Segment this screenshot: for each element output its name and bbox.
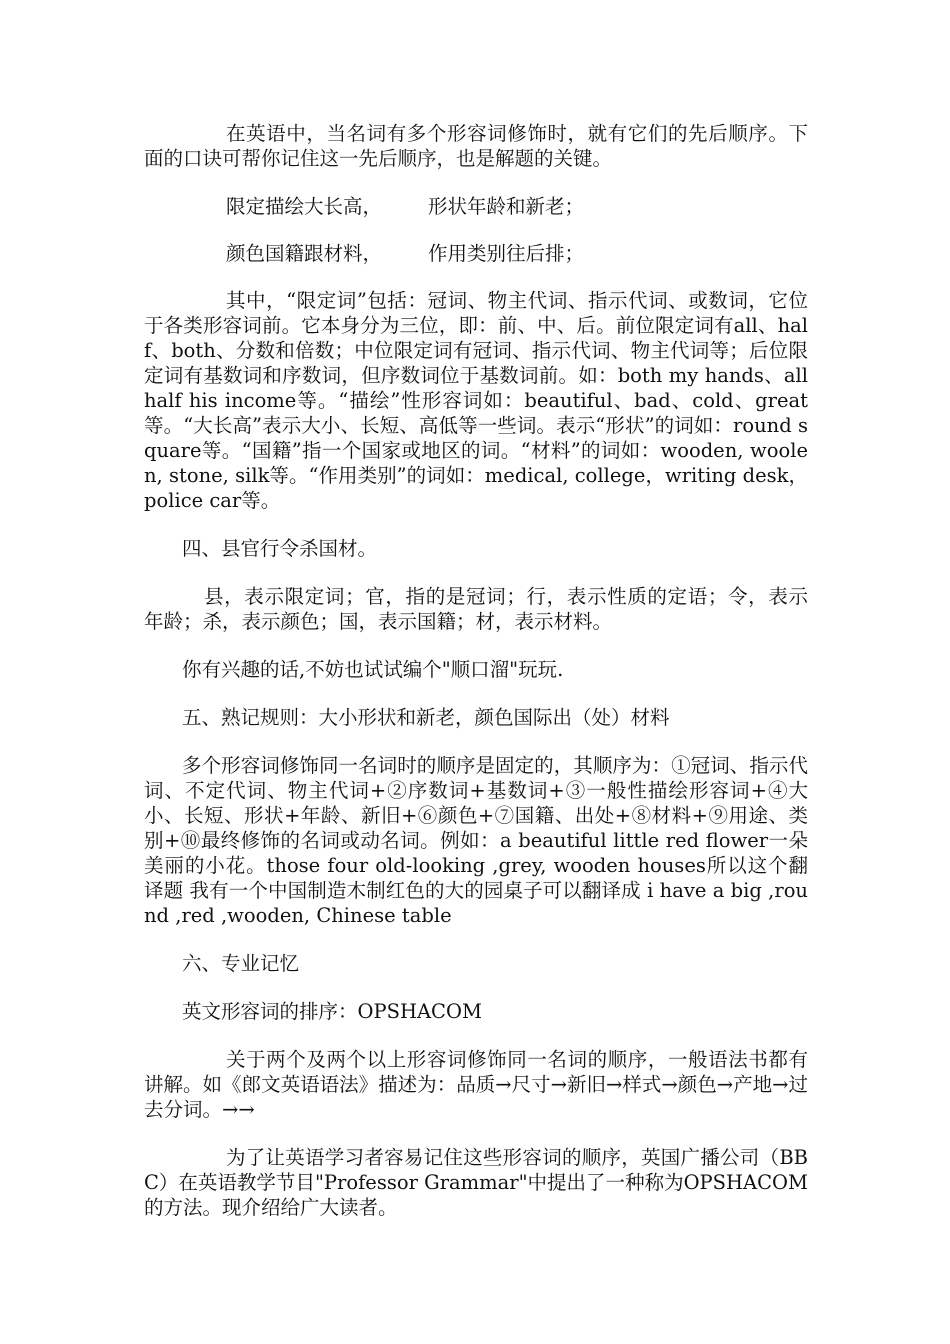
section-6-heading: 六、专业记忆 [182, 952, 300, 975]
section-5-explanation: 多个形容词修饰同一名词时的顺序是固定的，其顺序为：①冠词、指示代词、不定代词、物主代词+②序数词+基数词+③一般性描绘形容词+④大小、长短、形状+年龄、新旧+⑥颜色+⑦国籍、出处+⑧材料+⑨用途、类别+⑩最终修饰的名词或动名词。例如：a beautiful little red flower一朵美丽的小花。those four old-looking ,grey, wooden houses所以这个翻译题 我有一个中国制造木制红色的大的园桌子可以翻译成 i have a big ,round ,red ,wooden, Chinese table [144, 754, 808, 927]
mnemonic-line-2 [144, 241, 808, 266]
mnemonic-line-2-part-b: 作用类别往后排； [428, 242, 585, 265]
longman-paragraph: 关于两个及两个以上形容词修饰同一名词的顺序，一般语法书都有讲解。如《郎文英语语法》描述为：品质→尺寸→新旧→样式→颜色→产地→过去分词。→→ [144, 1048, 808, 1121]
tip-paragraph: 你有兴趣的话,不妨也试试编个"顺口溜"玩玩. [182, 658, 564, 681]
mnemonic-line-2-part-a: 颜色国籍跟材料， [226, 242, 383, 265]
section-5-heading: 五、熟记规则：大小形状和新老，颜色国际出（处）材料 [182, 706, 670, 729]
opshacom-paragraph: 英文形容词的排序：OPSHACOM [182, 1000, 482, 1023]
mnemonic-line-1-part-b: 形状年龄和新老； [428, 195, 585, 218]
section-4-heading: 四、县官行令杀国材。 [182, 537, 378, 560]
determiner-explanation: 其中，“限定词”包括：冠词、物主代词、指示代词、或数词，它位于各类形容词前。它本身分为三位，即：前、中、后。前位限定词有all、half、both、分数和倍数；中位限定词有冠词、指示代词、物主代词等；后位限定词有基数词和序数词，但序数词位于基数词前。如：both my hands、all half his income等。“描绘”性形容词如：beautiful、bad、cold、great等。“大长高”表示大小、长短、高低等一些词。表示“形状”的词如：round square等。“国籍”指一个国家或地区的词。“材料”的词如：wooden, woolen, stone, silk等。“作用类别”的词如：medical, college，writing desk，police car等。 [144, 289, 808, 512]
mnemonic-line-1 [144, 194, 808, 219]
mnemonic-line-1-part-a: 限定描绘大长高， [226, 195, 383, 218]
intro-paragraph: 在英语中，当名词有多个形容词修饰时，就有它们的先后顺序。下面的口诀可帮你记住这一先后顺序，也是解题的关键。 [144, 122, 808, 170]
document-page [144, 121, 808, 1243]
section-4-explanation: 县，表示限定词；官，指的是冠词；行，表示性质的定语；令，表示年龄；杀，表示颜色；国，表示国籍；材，表示材料。 [144, 585, 808, 633]
bbc-paragraph: 为了让英语学习者容易记住这些形容词的顺序，英国广播公司（BBC）在英语教学节目"Professor Grammar"中提出了一种称为OPSHACOM的方法。现介绍给广大读者。 [144, 1146, 808, 1219]
